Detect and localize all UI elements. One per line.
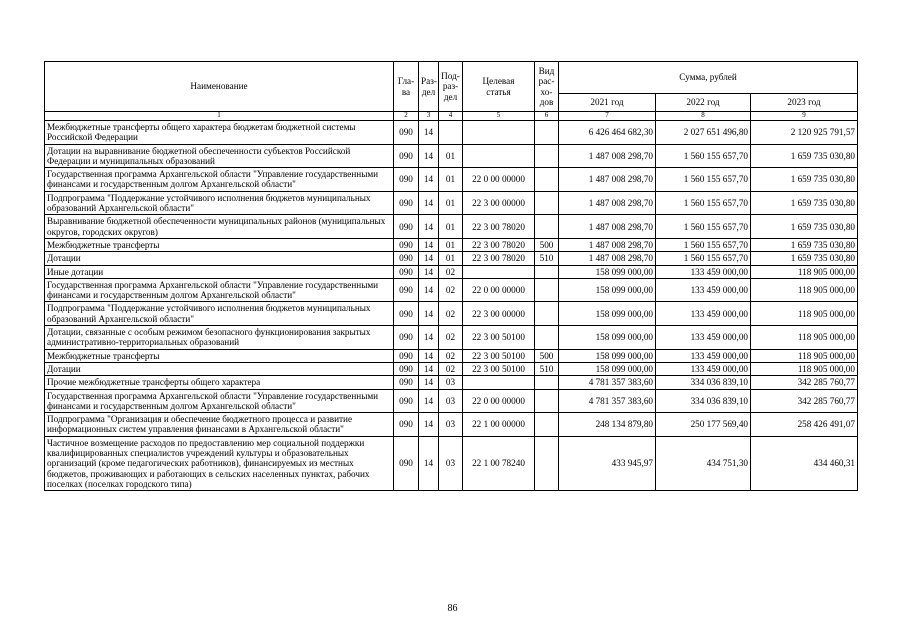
row-razdel: 14 bbox=[419, 436, 439, 490]
row-name: Межбюджетные трансферты общего характера бюджетам бюджетной системы Российской Федерации bbox=[45, 121, 394, 145]
row-razdel: 14 bbox=[419, 265, 439, 278]
row-expense-type: 500 bbox=[535, 238, 559, 251]
row-expense-type bbox=[535, 302, 559, 326]
row-sum-2023: 342 285 760,77 bbox=[751, 389, 858, 413]
row-name: Выравнивание бюджетной обеспеченности муниципальных районов (муниципальных округов, городских округов) bbox=[45, 215, 394, 239]
row-razdel: 14 bbox=[419, 238, 439, 251]
row-razdel: 14 bbox=[419, 144, 439, 168]
row-name: Дотации, связанные с особым режимом безопасного функционирования закрытых административно-территориальных образований bbox=[45, 326, 394, 350]
row-sum-2022: 1 560 155 657,70 bbox=[656, 168, 751, 192]
row-name: Государственная программа Архангельской области "Управление государственными финансами и государственным долгом Архангельской области" bbox=[45, 278, 394, 302]
row-sum-2022: 133 459 000,00 bbox=[656, 349, 751, 362]
row-podrazdel: 01 bbox=[439, 168, 463, 192]
row-target-article: 22 3 00 78020 bbox=[463, 252, 535, 265]
row-sum-2023: 1 659 735 030,80 bbox=[751, 238, 858, 251]
row-sum-2021: 158 099 000,00 bbox=[559, 302, 656, 326]
row-target-article: 22 3 00 00000 bbox=[463, 302, 535, 326]
row-glava: 090 bbox=[394, 413, 419, 437]
row-glava: 090 bbox=[394, 326, 419, 350]
row-sum-2021: 1 487 008 298,70 bbox=[559, 238, 656, 251]
row-sum-2023: 118 905 000,00 bbox=[751, 265, 858, 278]
row-expense-type bbox=[535, 144, 559, 168]
page-number: 86 bbox=[447, 603, 458, 614]
table-row bbox=[45, 144, 858, 168]
row-podrazdel: 03 bbox=[439, 413, 463, 437]
row-glava: 090 bbox=[394, 191, 419, 215]
row-target-article: 22 0 00 00000 bbox=[463, 278, 535, 302]
row-razdel: 14 bbox=[419, 278, 439, 302]
table-row bbox=[45, 362, 858, 375]
row-sum-2021: 248 134 879,80 bbox=[559, 413, 656, 437]
row-target-article: 22 3 00 78020 bbox=[463, 238, 535, 251]
row-glava: 090 bbox=[394, 252, 419, 265]
table-row bbox=[45, 278, 858, 302]
row-expense-type: 510 bbox=[535, 362, 559, 375]
row-expense-type bbox=[535, 191, 559, 215]
column-number: 8 bbox=[656, 112, 751, 121]
row-name: Межбюджетные трансферты bbox=[45, 238, 394, 251]
table-row bbox=[45, 191, 858, 215]
row-expense-type bbox=[535, 326, 559, 350]
row-podrazdel: 01 bbox=[439, 252, 463, 265]
row-sum-2021: 158 099 000,00 bbox=[559, 278, 656, 302]
row-podrazdel: 02 bbox=[439, 362, 463, 375]
column-number: 3 bbox=[419, 112, 439, 121]
row-glava: 090 bbox=[394, 215, 419, 239]
row-sum-2021: 4 781 357 383,60 bbox=[559, 376, 656, 389]
row-sum-2022: 133 459 000,00 bbox=[656, 278, 751, 302]
row-podrazdel: 02 bbox=[439, 265, 463, 278]
row-razdel: 14 bbox=[419, 362, 439, 375]
row-name: Дотации bbox=[45, 252, 394, 265]
row-sum-2022: 133 459 000,00 bbox=[656, 265, 751, 278]
row-name: Дотации на выравнивание бюджетной обеспеченности субъектов Российской Федерации и муниципальных образований bbox=[45, 144, 394, 168]
row-name: Подпрограмма "Поддержание устойчивого исполнения бюджетов муниципальных образований Архангельской области" bbox=[45, 302, 394, 326]
column-number: 1 bbox=[45, 112, 394, 121]
row-target-article bbox=[463, 376, 535, 389]
row-glava: 090 bbox=[394, 265, 419, 278]
row-sum-2022: 2 027 651 496,80 bbox=[656, 121, 751, 145]
column-number: 4 bbox=[439, 112, 463, 121]
row-sum-2021: 4 781 357 383,60 bbox=[559, 389, 656, 413]
row-sum-2022: 1 560 155 657,70 bbox=[656, 215, 751, 239]
row-target-article: 22 3 00 78020 bbox=[463, 215, 535, 239]
row-razdel: 14 bbox=[419, 389, 439, 413]
row-expense-type bbox=[535, 121, 559, 145]
row-sum-2023: 118 905 000,00 bbox=[751, 302, 858, 326]
row-target-article: 22 3 00 50100 bbox=[463, 362, 535, 375]
header-vid: Вид рас- хо- дов bbox=[535, 62, 559, 112]
row-sum-2023: 2 120 925 791,57 bbox=[751, 121, 858, 145]
row-sum-2022: 1 560 155 657,70 bbox=[656, 191, 751, 215]
row-expense-type bbox=[535, 413, 559, 437]
table-row bbox=[45, 215, 858, 239]
row-sum-2023: 118 905 000,00 bbox=[751, 278, 858, 302]
row-target-article: 22 3 00 50100 bbox=[463, 349, 535, 362]
row-sum-2022: 250 177 569,40 bbox=[656, 413, 751, 437]
row-name: Частичное возмещение расходов по предоставлению мер социальной поддержки квалифицированных специалистов учреждений культуры и образовательных организаций (кроме педагогических работников), финансируемых из местных бюджетов, проживающих и работающих в сельских населенных пунктах, рабочих поселках (поселках городского типа) bbox=[45, 436, 394, 490]
header-target: Целевая статья bbox=[463, 62, 535, 112]
header-podrazdel: Под- раз- дел bbox=[439, 62, 463, 112]
row-razdel: 14 bbox=[419, 252, 439, 265]
column-number: 5 bbox=[463, 112, 535, 121]
row-glava: 090 bbox=[394, 168, 419, 192]
row-expense-type bbox=[535, 215, 559, 239]
row-name: Дотации bbox=[45, 362, 394, 375]
row-glava: 090 bbox=[394, 362, 419, 375]
header-year-2023: 2023 год bbox=[751, 94, 858, 112]
row-razdel: 14 bbox=[419, 349, 439, 362]
row-target-article bbox=[463, 265, 535, 278]
row-glava: 090 bbox=[394, 144, 419, 168]
row-podrazdel: 01 bbox=[439, 144, 463, 168]
row-podrazdel: 01 bbox=[439, 191, 463, 215]
column-number: 9 bbox=[751, 112, 858, 121]
row-expense-type bbox=[535, 436, 559, 490]
row-podrazdel: 01 bbox=[439, 215, 463, 239]
row-podrazdel: 02 bbox=[439, 278, 463, 302]
row-sum-2022: 1 560 155 657,70 bbox=[656, 238, 751, 251]
row-sum-2021: 1 487 008 298,70 bbox=[559, 144, 656, 168]
header-year-2022: 2022 год bbox=[656, 94, 751, 112]
row-sum-2021: 1 487 008 298,70 bbox=[559, 191, 656, 215]
row-sum-2021: 6 426 464 682,30 bbox=[559, 121, 656, 145]
header-sum: Сумма, рублей bbox=[559, 62, 858, 94]
column-number: 7 bbox=[559, 112, 656, 121]
header-year-2021: 2021 год bbox=[559, 94, 656, 112]
row-name: Государственная программа Архангельской области "Управление государственными финансами и государственным долгом Архангельской области" bbox=[45, 389, 394, 413]
row-podrazdel: 02 bbox=[439, 326, 463, 350]
table-row bbox=[45, 376, 858, 389]
header-name: Наименование bbox=[45, 62, 394, 112]
row-expense-type: 500 bbox=[535, 349, 559, 362]
table-row bbox=[45, 389, 858, 413]
row-podrazdel: 03 bbox=[439, 389, 463, 413]
row-expense-type bbox=[535, 168, 559, 192]
row-glava: 090 bbox=[394, 121, 419, 145]
row-sum-2022: 1 560 155 657,70 bbox=[656, 144, 751, 168]
column-numbers-row bbox=[45, 112, 858, 121]
row-sum-2023: 1 659 735 030,80 bbox=[751, 191, 858, 215]
row-podrazdel: 01 bbox=[439, 238, 463, 251]
row-podrazdel: 03 bbox=[439, 436, 463, 490]
row-glava: 090 bbox=[394, 389, 419, 413]
row-podrazdel: 02 bbox=[439, 349, 463, 362]
row-sum-2022: 133 459 000,00 bbox=[656, 326, 751, 350]
table-row bbox=[45, 265, 858, 278]
table-row bbox=[45, 121, 858, 145]
row-name: Межбюджетные трансферты bbox=[45, 349, 394, 362]
table-row bbox=[45, 349, 858, 362]
row-glava: 090 bbox=[394, 238, 419, 251]
row-expense-type bbox=[535, 265, 559, 278]
row-razdel: 14 bbox=[419, 168, 439, 192]
row-sum-2021: 158 099 000,00 bbox=[559, 265, 656, 278]
row-sum-2022: 334 036 839,10 bbox=[656, 376, 751, 389]
row-sum-2023: 258 426 491,07 bbox=[751, 413, 858, 437]
table-row bbox=[45, 413, 858, 437]
row-sum-2021: 433 945,97 bbox=[559, 436, 656, 490]
table-row bbox=[45, 326, 858, 350]
row-sum-2021: 158 099 000,00 bbox=[559, 362, 656, 375]
header-glava: Гла- ва bbox=[394, 62, 419, 112]
row-sum-2021: 1 487 008 298,70 bbox=[559, 215, 656, 239]
row-glava: 090 bbox=[394, 278, 419, 302]
row-target-article bbox=[463, 121, 535, 145]
row-sum-2022: 1 560 155 657,70 bbox=[656, 252, 751, 265]
budget-table bbox=[44, 61, 858, 491]
row-expense-type bbox=[535, 389, 559, 413]
row-target-article: 22 3 00 50100 bbox=[463, 326, 535, 350]
row-sum-2021: 1 487 008 298,70 bbox=[559, 168, 656, 192]
row-razdel: 14 bbox=[419, 376, 439, 389]
row-name: Подпрограмма "Организация и обеспечение бюджетного процесса и развитие информационных систем управления финансами в Архангельской области" bbox=[45, 413, 394, 437]
row-sum-2021: 158 099 000,00 bbox=[559, 349, 656, 362]
row-name: Прочие межбюджетные трансферты общего характера bbox=[45, 376, 394, 389]
table-row bbox=[45, 252, 858, 265]
row-sum-2021: 1 487 008 298,70 bbox=[559, 252, 656, 265]
row-sum-2023: 118 905 000,00 bbox=[751, 349, 858, 362]
row-podrazdel: 02 bbox=[439, 302, 463, 326]
row-razdel: 14 bbox=[419, 191, 439, 215]
column-number: 6 bbox=[535, 112, 559, 121]
row-target-article: 22 3 00 00000 bbox=[463, 191, 535, 215]
row-sum-2023: 118 905 000,00 bbox=[751, 362, 858, 375]
row-expense-type bbox=[535, 278, 559, 302]
row-name: Иные дотации bbox=[45, 265, 394, 278]
row-podrazdel bbox=[439, 121, 463, 145]
row-razdel: 14 bbox=[419, 302, 439, 326]
row-razdel: 14 bbox=[419, 121, 439, 145]
row-glava: 090 bbox=[394, 376, 419, 389]
row-name: Государственная программа Архангельской области "Управление государственными финансами и государственным долгом Архангельской области" bbox=[45, 168, 394, 192]
row-sum-2022: 133 459 000,00 bbox=[656, 302, 751, 326]
row-target-article bbox=[463, 144, 535, 168]
row-glava: 090 bbox=[394, 349, 419, 362]
header-razdel: Раз- дел bbox=[419, 62, 439, 112]
row-sum-2023: 434 460,31 bbox=[751, 436, 858, 490]
row-target-article: 22 1 00 00000 bbox=[463, 413, 535, 437]
row-razdel: 14 bbox=[419, 326, 439, 350]
row-sum-2023: 1 659 735 030,80 bbox=[751, 252, 858, 265]
row-sum-2023: 118 905 000,00 bbox=[751, 326, 858, 350]
row-sum-2023: 342 285 760,77 bbox=[751, 376, 858, 389]
table-row bbox=[45, 238, 858, 251]
row-sum-2023: 1 659 735 030,80 bbox=[751, 215, 858, 239]
row-sum-2022: 434 751,30 bbox=[656, 436, 751, 490]
row-sum-2023: 1 659 735 030,80 bbox=[751, 144, 858, 168]
row-name: Подпрограмма "Поддержание устойчивого исполнения бюджетов муниципальных образований Архангельской области" bbox=[45, 191, 394, 215]
row-glava: 090 bbox=[394, 436, 419, 490]
table-row bbox=[45, 168, 858, 192]
row-sum-2023: 1 659 735 030,80 bbox=[751, 168, 858, 192]
row-target-article: 22 0 00 00000 bbox=[463, 168, 535, 192]
row-podrazdel: 03 bbox=[439, 376, 463, 389]
row-glava: 090 bbox=[394, 302, 419, 326]
table-body bbox=[45, 121, 858, 491]
column-number: 2 bbox=[394, 112, 419, 121]
row-sum-2022: 334 036 839,10 bbox=[656, 389, 751, 413]
table-row bbox=[45, 302, 858, 326]
row-razdel: 14 bbox=[419, 215, 439, 239]
table-row bbox=[45, 436, 858, 490]
row-sum-2021: 158 099 000,00 bbox=[559, 326, 656, 350]
row-target-article: 22 0 00 00000 bbox=[463, 389, 535, 413]
row-expense-type bbox=[535, 376, 559, 389]
row-expense-type: 510 bbox=[535, 252, 559, 265]
row-razdel: 14 bbox=[419, 413, 439, 437]
row-sum-2022: 133 459 000,00 bbox=[656, 362, 751, 375]
row-target-article: 22 1 00 78240 bbox=[463, 436, 535, 490]
